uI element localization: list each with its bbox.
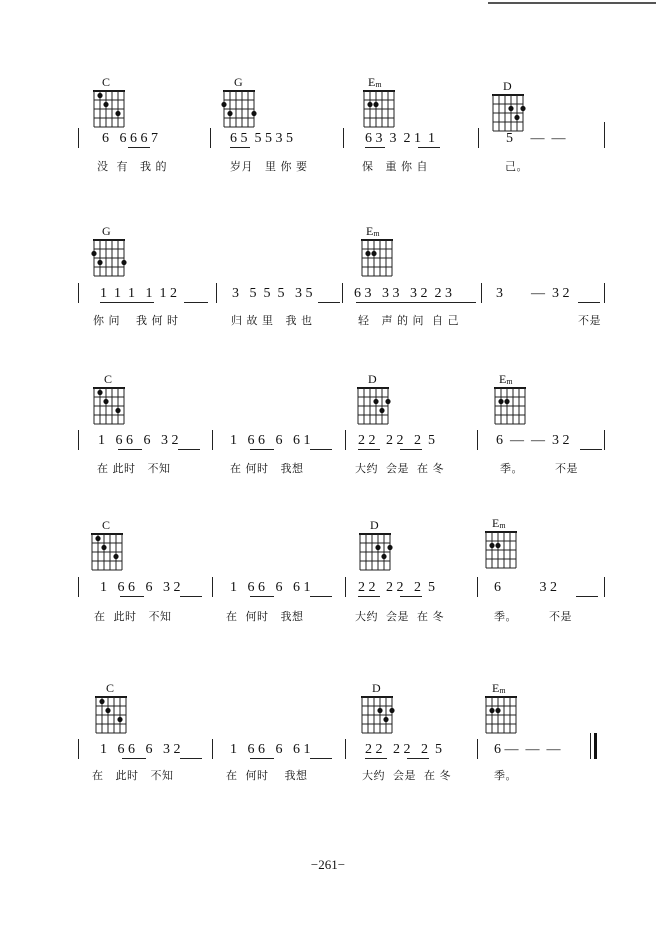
lyric-line: 轻 声 的 问 自 己 bbox=[358, 314, 459, 327]
beam bbox=[250, 449, 274, 450]
chord-name: $E_m$ bbox=[366, 224, 380, 238]
beam bbox=[356, 302, 476, 303]
finger-dot bbox=[373, 399, 378, 404]
finger-dot bbox=[495, 543, 500, 548]
barline bbox=[345, 739, 346, 759]
chord-name: $E_m$ bbox=[368, 75, 382, 89]
barline bbox=[78, 577, 79, 597]
finger-dot bbox=[101, 545, 106, 550]
notation-measure: 3 5 5 5 3 5 bbox=[232, 286, 313, 301]
lyric-line: 岁月 里 你 要 bbox=[230, 160, 308, 173]
finger-dot bbox=[97, 390, 102, 395]
finger-dot bbox=[97, 260, 102, 265]
lyric-line: 你 问 我 何 时 bbox=[93, 314, 179, 327]
beam bbox=[180, 596, 202, 597]
top-rule bbox=[488, 2, 656, 4]
finger-dot bbox=[381, 554, 386, 559]
finger-dot bbox=[489, 708, 494, 713]
beam bbox=[120, 596, 144, 597]
barline bbox=[343, 128, 344, 148]
lyric-line: 己。 bbox=[505, 160, 528, 173]
lyric-line: 没 有 我 的 bbox=[97, 160, 167, 173]
barline bbox=[604, 283, 605, 303]
notation-measure: 2 2 2 2 2 5 bbox=[358, 580, 435, 595]
beam bbox=[184, 302, 208, 303]
finger-dot bbox=[365, 251, 370, 256]
beam bbox=[118, 449, 142, 450]
notation-measure: 6 3 3 3 3 2 2 3 bbox=[354, 286, 452, 301]
beam bbox=[580, 449, 602, 450]
finger-dot bbox=[383, 717, 388, 722]
finger-dot bbox=[103, 102, 108, 107]
chord-name: C bbox=[106, 681, 115, 695]
chord-name: D bbox=[372, 681, 381, 695]
finger-dot bbox=[498, 399, 503, 404]
beam bbox=[250, 596, 274, 597]
barline bbox=[342, 283, 343, 303]
finger-dot bbox=[377, 708, 382, 713]
lyric-line: 在 此时 不知 bbox=[97, 462, 171, 475]
barline bbox=[478, 128, 479, 148]
lyric-line: 保 重 你 自 bbox=[362, 160, 428, 173]
notation-measure: 1 6 6 6 3 2 bbox=[100, 742, 181, 757]
finger-dot bbox=[389, 708, 394, 713]
beam bbox=[310, 758, 332, 759]
barline bbox=[212, 430, 213, 450]
finger-dot bbox=[495, 708, 500, 713]
chord-name: $E_m$ bbox=[492, 681, 506, 695]
beam bbox=[100, 302, 154, 303]
beam bbox=[400, 596, 422, 597]
barline bbox=[590, 733, 591, 759]
beam bbox=[418, 147, 440, 148]
chord-name: G bbox=[234, 75, 243, 89]
finger-dot bbox=[514, 115, 519, 120]
notation-measure: 3 — 3 2 bbox=[496, 286, 570, 301]
beam bbox=[310, 449, 332, 450]
chord-name: D bbox=[368, 372, 377, 386]
notation-measure: 1 1 1 1 1 2 bbox=[100, 286, 177, 301]
beam bbox=[310, 596, 332, 597]
notation-measure: 1 6 6 6 3 2 bbox=[98, 433, 179, 448]
finger-dot bbox=[379, 408, 384, 413]
finger-dot bbox=[371, 251, 376, 256]
lyric-line: 大约 会是 在 冬 bbox=[362, 769, 451, 782]
finger-dot bbox=[504, 399, 509, 404]
lyric-line: 在 此时 不知 bbox=[92, 769, 174, 782]
beam bbox=[122, 758, 146, 759]
lyric-line: 季。 不是 bbox=[500, 462, 578, 475]
final-barline bbox=[594, 733, 597, 759]
beam bbox=[180, 758, 202, 759]
barline bbox=[604, 577, 605, 597]
barline bbox=[481, 283, 482, 303]
chord-name: D bbox=[370, 518, 379, 532]
notation-measure: 1 6 6 6 6 1 bbox=[230, 742, 311, 757]
notation-measure: 1 6 6 6 6 1 bbox=[230, 433, 311, 448]
notation-measure: 2 2 2 2 2 5 bbox=[358, 433, 435, 448]
notation-measure: 6 3 2 bbox=[494, 580, 557, 595]
barline bbox=[210, 128, 211, 148]
beam bbox=[230, 147, 250, 148]
notation-measure: 6 6 6 6 7 bbox=[102, 131, 158, 146]
finger-dot bbox=[99, 699, 104, 704]
lyric-line: 季。 bbox=[494, 769, 517, 782]
notation-measure: 6 — — — bbox=[494, 742, 561, 757]
barline bbox=[212, 577, 213, 597]
finger-dot bbox=[95, 536, 100, 541]
notation-measure: 2 2 2 2 2 5 bbox=[365, 742, 442, 757]
finger-dot bbox=[489, 543, 494, 548]
chord-name: G bbox=[102, 224, 111, 238]
notation-measure: 1 6 6 6 6 1 bbox=[230, 580, 311, 595]
beam bbox=[400, 449, 422, 450]
finger-dot bbox=[105, 708, 110, 713]
notation-measure: 6 — — 3 2 bbox=[496, 433, 570, 448]
barline bbox=[78, 283, 79, 303]
barline bbox=[477, 739, 478, 759]
notation-measure: 5 — — bbox=[506, 131, 566, 146]
chord-name: C bbox=[102, 75, 111, 89]
beam bbox=[578, 302, 600, 303]
finger-dot bbox=[508, 106, 513, 111]
chord-name: $E_m$ bbox=[499, 372, 513, 386]
beam bbox=[318, 302, 340, 303]
barline bbox=[604, 122, 605, 148]
finger-dot bbox=[367, 102, 372, 107]
beam bbox=[576, 596, 598, 597]
beam bbox=[365, 147, 385, 148]
lyric-line: 在 何时 我想 bbox=[226, 610, 304, 623]
finger-dot bbox=[117, 717, 122, 722]
barline bbox=[345, 577, 346, 597]
lyric-line: 在 何时 我想 bbox=[226, 769, 308, 782]
lyric-line: 大约 会是 在 冬 bbox=[355, 610, 444, 623]
finger-dot bbox=[375, 545, 380, 550]
chord-name: C bbox=[102, 518, 111, 532]
finger-dot bbox=[387, 545, 392, 550]
lyric-line: 归 故 里 我 也 bbox=[231, 314, 313, 327]
beam bbox=[365, 758, 387, 759]
finger-dot bbox=[121, 260, 126, 265]
chord-name: $E_m$ bbox=[492, 516, 506, 530]
beam bbox=[128, 147, 150, 148]
finger-dot bbox=[113, 554, 118, 559]
finger-dot bbox=[221, 102, 226, 107]
barline bbox=[78, 739, 79, 759]
finger-dot bbox=[227, 111, 232, 116]
finger-dot bbox=[103, 399, 108, 404]
beam bbox=[358, 449, 380, 450]
finger-dot bbox=[115, 111, 120, 116]
barline bbox=[78, 128, 79, 148]
finger-dot bbox=[373, 102, 378, 107]
beam bbox=[407, 758, 429, 759]
beam bbox=[178, 449, 200, 450]
notation-measure: 6 3 3 2 1 1 bbox=[365, 131, 435, 146]
notation-measure: 6 5 5 5 3 5 bbox=[230, 131, 293, 146]
finger-dot bbox=[385, 399, 390, 404]
finger-dot bbox=[251, 111, 256, 116]
finger-dot bbox=[520, 106, 525, 111]
beam bbox=[250, 758, 274, 759]
beam bbox=[358, 596, 380, 597]
finger-dot bbox=[91, 251, 96, 256]
barline bbox=[212, 739, 213, 759]
page-number: −261− bbox=[310, 857, 346, 872]
barline bbox=[216, 283, 217, 303]
barline bbox=[345, 430, 346, 450]
finger-dot bbox=[97, 93, 102, 98]
chord-name: C bbox=[104, 372, 113, 386]
lyric-line: 在 何时 我想 bbox=[230, 462, 304, 475]
finger-dot bbox=[115, 408, 120, 413]
lyric-line: 不是 bbox=[578, 314, 601, 327]
barline bbox=[477, 577, 478, 597]
lyric-line: 季。 不是 bbox=[494, 610, 572, 623]
barline bbox=[604, 430, 605, 450]
barline bbox=[477, 430, 478, 450]
barline bbox=[78, 430, 79, 450]
lyric-line: 大约 会是 在 冬 bbox=[355, 462, 444, 475]
chord-name: D bbox=[503, 79, 512, 93]
notation-measure: 1 6 6 6 3 2 bbox=[100, 580, 181, 595]
lyric-line: 在 此时 不知 bbox=[94, 610, 172, 623]
